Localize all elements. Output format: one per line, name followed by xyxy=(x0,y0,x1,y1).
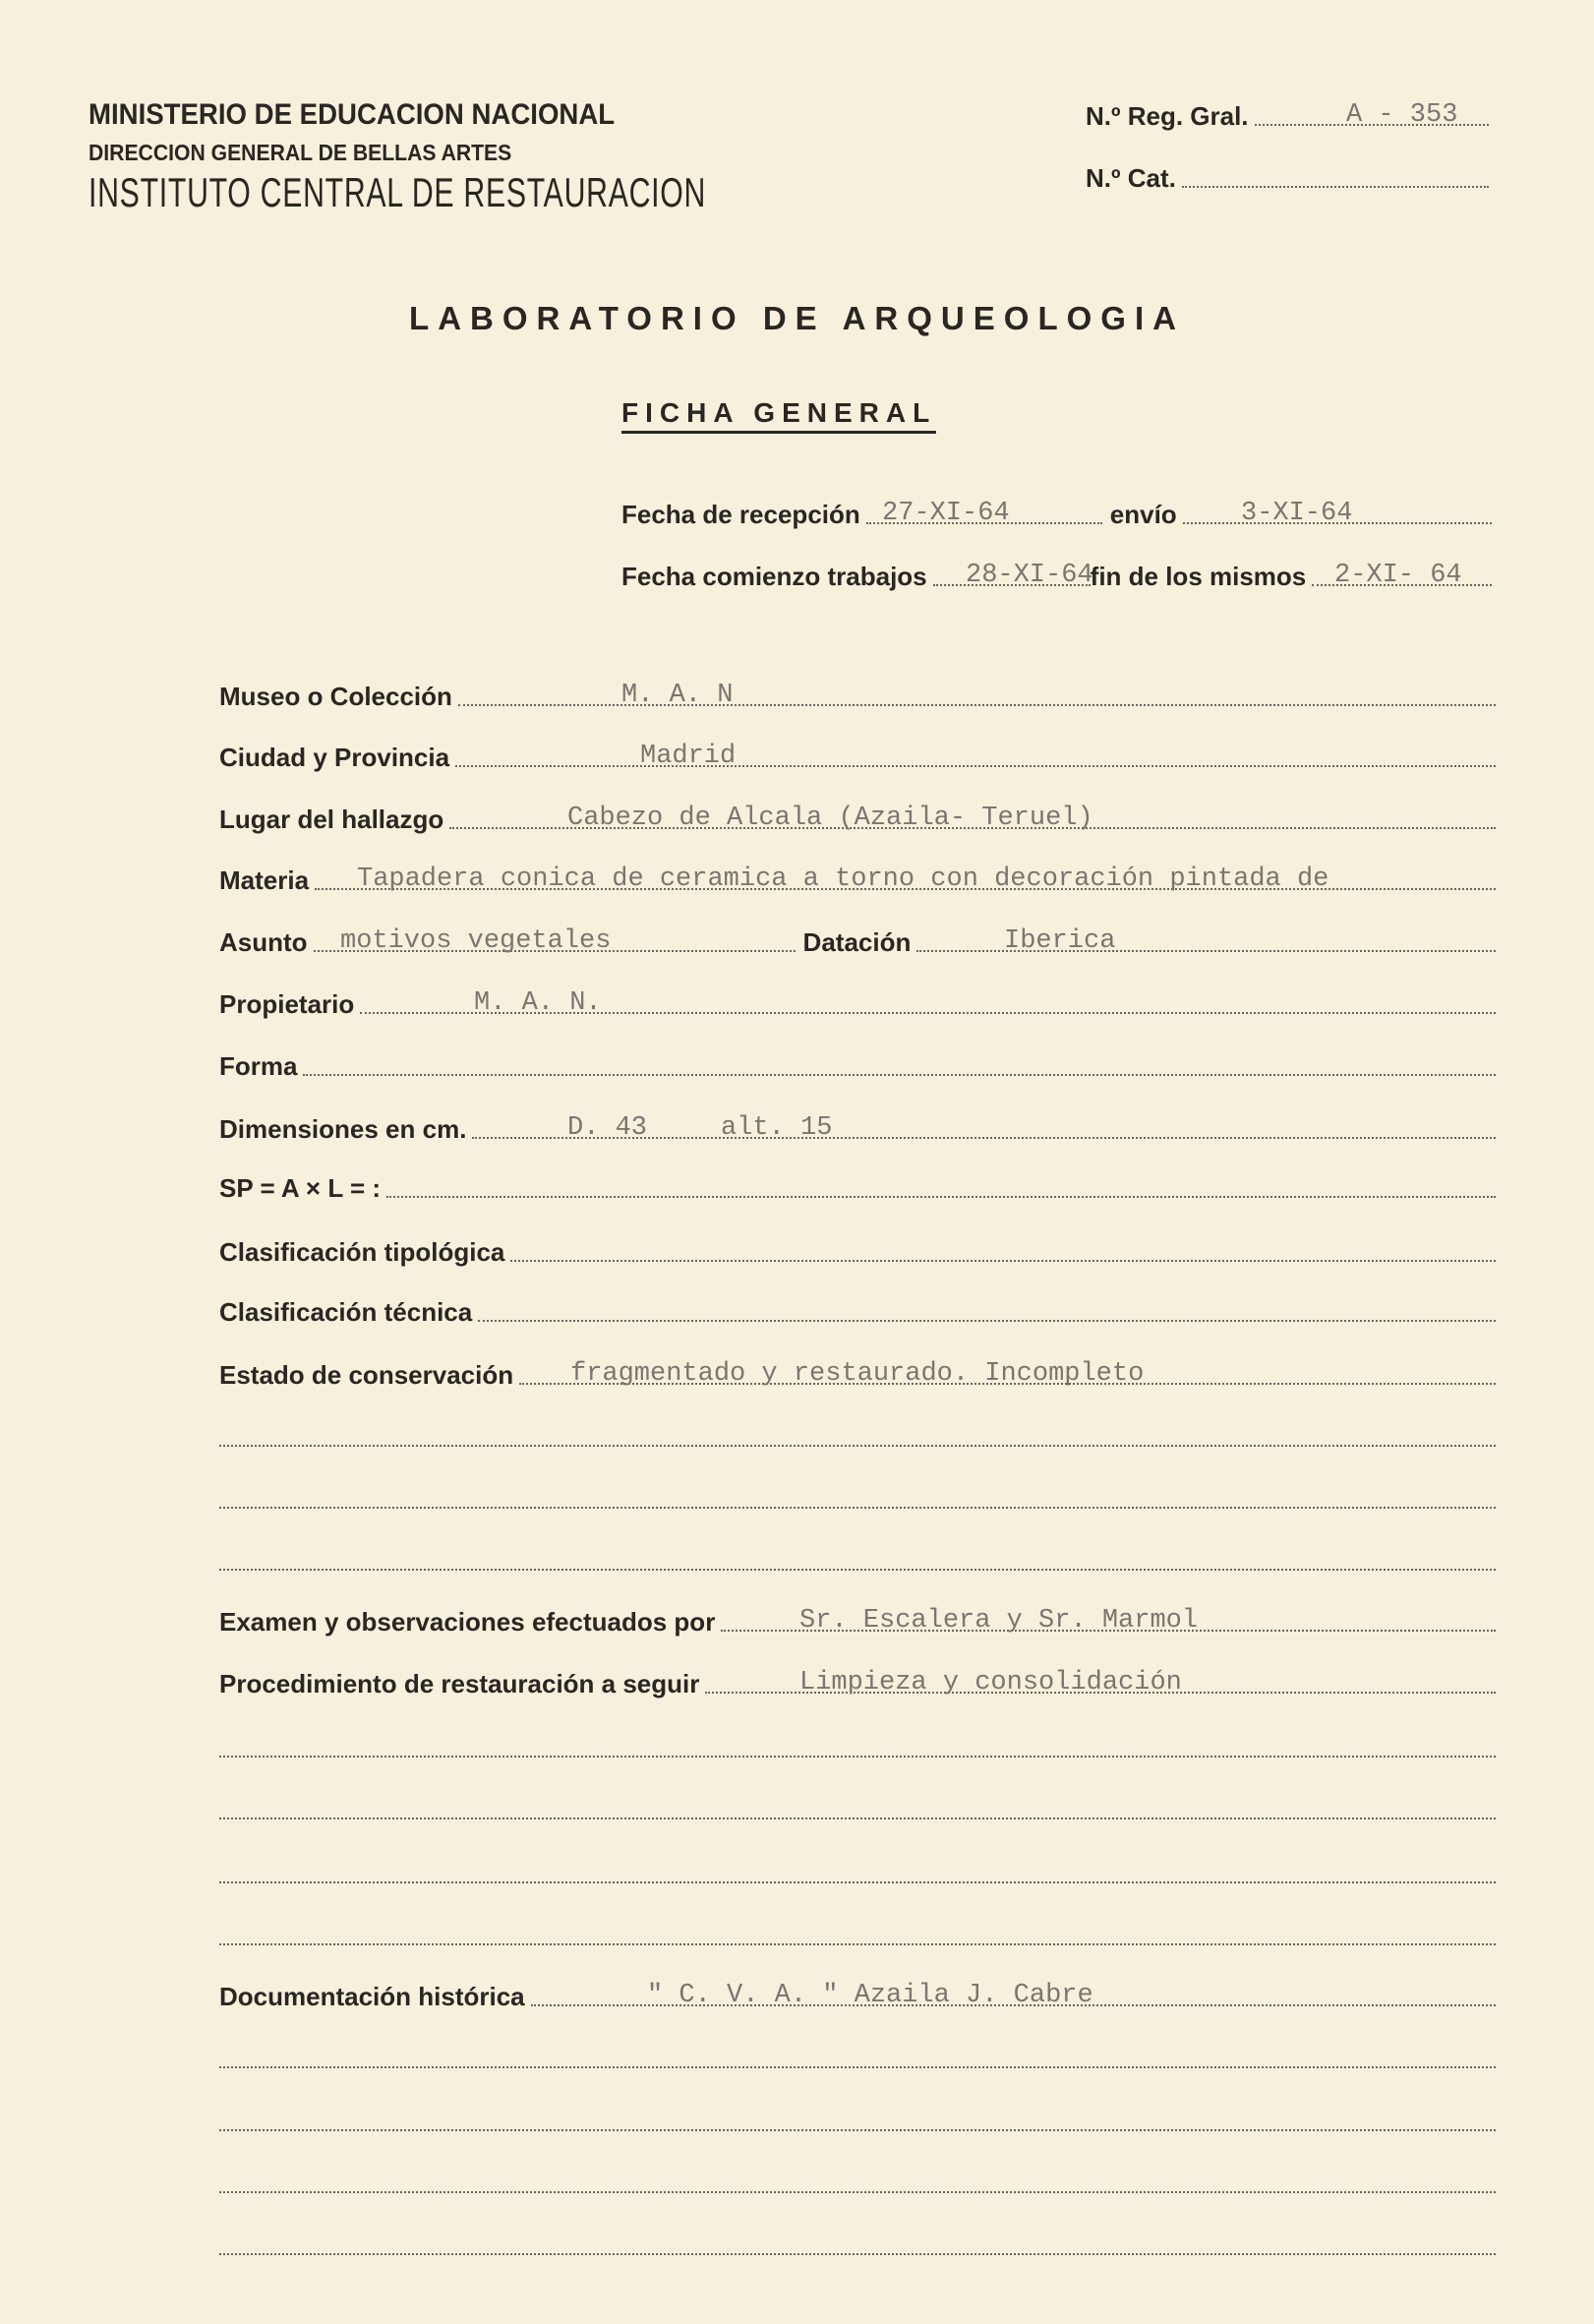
estado-row xyxy=(219,1357,1496,1391)
form-subtitle: FICHA GENERAL xyxy=(621,397,936,434)
lab-title: LABORATORIO DE ARQUEOLOGIA xyxy=(409,300,1185,336)
dimensiones-label: Dimensiones en cm. xyxy=(219,1114,467,1144)
estado-label: Estado de conservación xyxy=(219,1360,514,1390)
recepcion-label: Fecha de recepción xyxy=(621,500,860,529)
reg-gral-value: A - 353 xyxy=(1346,100,1458,130)
forma-label: Forma xyxy=(219,1051,298,1081)
blank-line xyxy=(219,1856,1496,1889)
tecnica-row xyxy=(219,1294,1496,1328)
blank-line xyxy=(219,2041,1496,2074)
blank-line xyxy=(219,1918,1496,1951)
blank-line xyxy=(219,1481,1496,1515)
blank-line xyxy=(219,1543,1496,1577)
dimensiones-height: alt. 15 xyxy=(721,1113,833,1143)
reg-gral-field xyxy=(1086,98,1489,132)
documentacion-row xyxy=(219,1979,1496,2012)
blank-line xyxy=(219,2228,1496,2261)
documentacion-value: " C. V. A. " Azaila J. Cabre xyxy=(647,1981,1093,2010)
examen-value: Sr. Escalera y Sr. Marmol xyxy=(799,1606,1199,1636)
ciudad-row xyxy=(219,740,1496,773)
procedimiento-row xyxy=(219,1666,1496,1699)
recepcion-value: 27-XI-64 xyxy=(882,499,1010,528)
sp-row xyxy=(219,1170,1496,1204)
tipologica-label: Clasificación tipológica xyxy=(219,1237,505,1267)
propietario-row xyxy=(219,986,1496,1020)
forma-row xyxy=(219,1048,1496,1082)
comienzo-label: Fecha comienzo trabajos xyxy=(621,562,927,591)
propietario-label: Propietario xyxy=(219,989,355,1019)
lugar-row xyxy=(219,802,1496,835)
blank-line xyxy=(219,1792,1496,1825)
dimensiones-diameter: D. 43 xyxy=(567,1113,648,1143)
asunto-value: motivos vegetales xyxy=(340,926,612,956)
datacion-label: Datación xyxy=(802,927,912,957)
direction-heading: DIRECCION GENERAL DE BELLAS ARTES xyxy=(89,140,512,165)
tipologica-row xyxy=(219,1234,1496,1268)
reg-gral-label: N.º Reg. Gral. xyxy=(1086,101,1249,131)
estado-value: fragmentado y restaurado. Incompleto xyxy=(570,1359,1145,1389)
examen-row xyxy=(219,1604,1496,1638)
tecnica-label: Clasificación técnica xyxy=(219,1297,473,1327)
fecha-trabajos-row xyxy=(621,559,1492,592)
materia-label: Materia xyxy=(219,865,310,895)
procedimiento-label: Procedimiento de restauración a seguir xyxy=(219,1669,700,1698)
museo-row xyxy=(219,679,1496,712)
asunto-label: Asunto xyxy=(219,927,308,957)
fin-label: fin de los mismos xyxy=(1090,562,1307,591)
lugar-label: Lugar del hallazgo xyxy=(219,804,444,834)
ciudad-label: Ciudad y Provincia xyxy=(219,743,450,772)
datacion-value: Iberica xyxy=(1004,926,1116,956)
comienzo-value: 28-XI-64 xyxy=(966,561,1093,590)
cat-field xyxy=(1086,160,1489,194)
ministry-heading: MINISTERIO DE EDUCACION NACIONAL xyxy=(89,98,616,131)
propietario-value: M. A. N. xyxy=(474,988,602,1018)
blank-line xyxy=(219,1419,1496,1453)
blank-line xyxy=(219,2104,1496,2137)
lugar-value: Cabezo de Alcala (Azaila- Teruel) xyxy=(567,804,1093,833)
fecha-recepcion-row xyxy=(621,497,1492,530)
institute-heading: INSTITUTO CENTRAL DE RESTAURACION xyxy=(89,169,707,215)
envio-value: 3-XI-64 xyxy=(1241,499,1353,528)
sp-label: SP = A × L = : xyxy=(219,1173,382,1203)
cat-label: N.º Cat. xyxy=(1086,163,1176,193)
museo-value: M. A. N xyxy=(621,681,734,710)
fin-value: 2-XI- 64 xyxy=(1334,561,1462,590)
materia-value: Tapadera conica de ceramica a torno con decoración pintada de xyxy=(357,864,1329,894)
ciudad-value: Madrid xyxy=(640,742,737,771)
examen-label: Examen y observaciones efectuados por xyxy=(219,1607,716,1637)
museo-label: Museo o Colección xyxy=(219,682,452,711)
procedimiento-value: Limpieza y consolidación xyxy=(799,1668,1182,1698)
blank-line xyxy=(219,2166,1496,2199)
envio-label: envío xyxy=(1109,500,1177,529)
materia-row xyxy=(219,863,1496,896)
dimensiones-row xyxy=(219,1111,1496,1145)
blank-line xyxy=(219,1730,1496,1763)
documentacion-label: Documentación histórica xyxy=(219,1982,525,2011)
asunto-row xyxy=(219,924,1496,958)
